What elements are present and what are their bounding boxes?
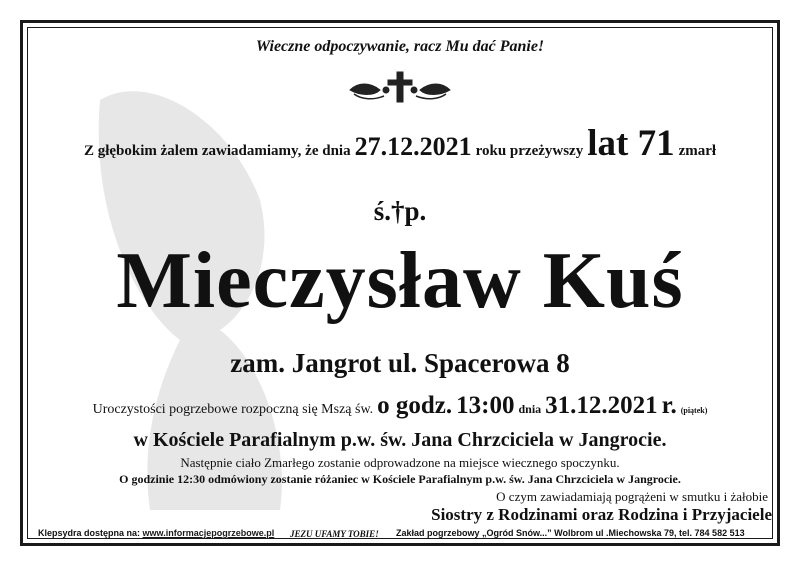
deceased-name: Mieczysław Kuś — [116, 237, 684, 325]
website-link[interactable]: www.informacjepogrzebowe.pl — [142, 528, 275, 538]
ceremony-date: 31.12.2021 — [545, 392, 658, 419]
footer-available-label: Klepsydra dostępna na: — [38, 528, 141, 538]
announcement-mid: roku przeżywszy — [475, 143, 584, 159]
ceremony-time-prefix: o godz. — [377, 392, 453, 419]
ceremony-intro: Uroczystości pogrzebowe rozpoczną się Mszą św. — [92, 402, 374, 417]
cross-ornament-icon — [344, 70, 456, 104]
death-announcement — [0, 122, 800, 165]
deceased-address: zam. Jangrot ul. Spacerowa 8 — [230, 348, 570, 378]
ceremony-line — [0, 392, 800, 420]
ceremony-weekday: (piątek) — [680, 406, 708, 415]
burial-note: Następnie ciało Zmarłego zostanie odprowadzone na miejsce wiecznego spoczynku. — [180, 455, 620, 470]
footer-motto: JEZU UFAMY TOBIE! — [290, 529, 379, 539]
ceremony-day-word: dnia — [518, 402, 542, 416]
announcement-intro: Z głębokim żalem zawiadamiamy, że dnia — [83, 143, 351, 159]
death-date: 27.12.2021 — [354, 132, 472, 161]
ceremony-year-suffix: r. — [661, 392, 677, 419]
age: lat 71 — [587, 123, 675, 164]
ceremony-time: 13:00 — [456, 392, 515, 419]
prayer-line: Wieczne odpoczywanie, racz Mu dać Panie! — [255, 38, 545, 55]
notify-line: O czym zawiadamiają pogrążeni w smutku i żałobie — [496, 489, 768, 504]
footer-funeral-home: Zakład pogrzebowy „Ogród Snów...” Wolbrom ul .Miechowska 79, tel. 784 582 513 — [396, 528, 745, 538]
rosary-note: O godzinie 12:30 odmówiony zostanie różaniec w Kościele Parafialnym p.w. św. Jana Chrzciciela w Jangrocie. — [119, 472, 681, 486]
footer-website — [38, 528, 274, 538]
title-prefix: ś.†p. — [373, 196, 427, 226]
announcement-end: zmarł — [678, 143, 717, 159]
family-signature: Siostry z Rodzinami oraz Rodzina i Przyjaciele — [431, 505, 772, 524]
church-line: w Kościele Parafialnym p.w. św. Jana Chrzciciela w Jangrocie. — [133, 429, 667, 451]
